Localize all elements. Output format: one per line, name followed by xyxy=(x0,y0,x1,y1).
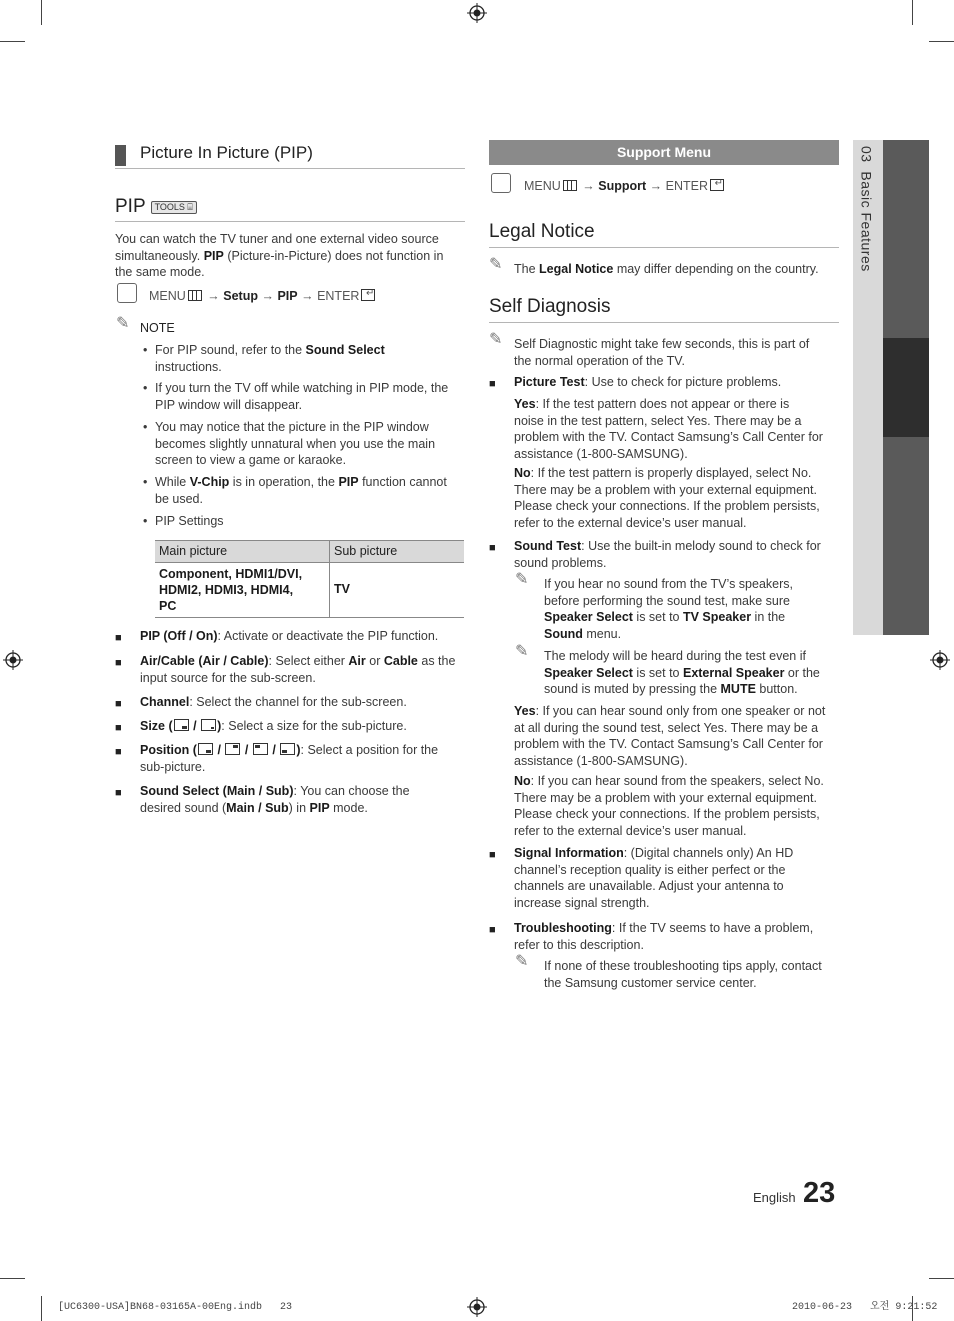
pip-option: Air/Cable (Air / Cable): Select either Air or Cable as the input source for the sub-screen. xyxy=(140,654,456,685)
note-pencil-icon: ✎ xyxy=(489,256,503,273)
pip-option: Size ( / ): Select a size for the sub-picture. xyxy=(140,719,407,733)
chapter-tab-active xyxy=(883,338,929,437)
signal-information-item: Signal Information: (Digital channels only) An HD channel’s reception quality is either perfect or the channels are unavailable. Adjust your antenna to increase signal strength. xyxy=(514,846,794,910)
pip-settings-table xyxy=(155,540,464,618)
note-item: You may notice that the picture in the PIP window becomes slightly unnatural when you use the main screen to view a game or karaoke. xyxy=(155,420,436,467)
crop-mark xyxy=(41,1296,42,1321)
remote-hand-icon xyxy=(491,173,511,193)
picture-test-yes: Yes: If the test pattern does not appear or there is noise in the test pattern, select Yes. There may be a problem with the TV. Contact Samsung’s Call Center for assistance (1-800-SAMSUNG). xyxy=(514,397,823,461)
picture-test-no: No: If the test pattern is properly displayed, select No. There may be a problem with your external equipment. Please check your connections. If the problem persists, refer to the external device’s user manual. xyxy=(514,466,820,530)
menu-grid-icon xyxy=(563,180,577,191)
bullet-dot-icon: • xyxy=(143,475,148,489)
note-pencil-icon: ✎ xyxy=(515,643,529,660)
bullet-square-icon: ■ xyxy=(489,849,496,861)
pip-option: Sound Select (Main / Sub): You can choose the desired sound (Main / Sub) in PIP mode. xyxy=(140,784,410,815)
remote-hand-icon xyxy=(117,283,137,303)
print-file-info: [UC6300-USA]BN68-03165A-00Eng.indb 23 xyxy=(58,1302,293,1313)
bullet-dot-icon: • xyxy=(143,343,148,357)
enter-icon xyxy=(710,179,724,191)
enter-icon xyxy=(361,289,375,301)
sound-test-yes: Yes: If you can hear sound only from one speaker or not at all during the sound test, select Yes. There may be a problem with the TV. Contact Samsung’s Call Center for assistance (1-800-SAMSUNG). xyxy=(514,704,826,768)
bullet-square-icon: ■ xyxy=(115,746,122,758)
bullet-square-icon: ■ xyxy=(489,378,496,390)
table-row xyxy=(155,562,464,617)
legal-notice-heading: Legal Notice xyxy=(489,221,595,242)
registration-mark-icon xyxy=(467,1297,487,1317)
divider xyxy=(489,247,839,248)
registration-mark-icon xyxy=(467,3,487,23)
bullet-square-icon: ■ xyxy=(115,722,122,734)
sound-test-note: If you hear no sound from the TV’s speakers, before performing the sound test, make sure Speaker Select is set to TV Speaker in the Sound menu. xyxy=(544,577,793,641)
pip-option: PIP (Off / On): Activate or deactivate the PIP function. xyxy=(140,629,439,643)
pip-menu-path: MENU → Setup → PIP → ENTER↵ xyxy=(149,288,375,305)
size-small-icon xyxy=(201,719,216,731)
note-label: NOTE xyxy=(140,321,175,335)
table-header: Sub picture xyxy=(334,544,398,558)
position-top-left-icon xyxy=(253,743,268,755)
support-menu-path: MENU → Support → ENTER↵ xyxy=(524,178,724,195)
section-title: Picture In Picture (PIP) xyxy=(140,143,313,162)
bullet-square-icon: ■ xyxy=(115,632,122,644)
table-cell: TV xyxy=(334,582,350,597)
page-number: 23 xyxy=(803,1177,836,1209)
pip-option: Position ( / / / ): Select a position for the sub-picture. xyxy=(140,743,439,774)
note-item: PIP Settings xyxy=(155,514,224,528)
legal-notice-text: The Legal Notice may differ depending on the country. xyxy=(514,262,819,276)
print-timestamp: 2010-06-23 오전 9:21:52 xyxy=(792,1302,938,1313)
bullet-square-icon: ■ xyxy=(115,787,122,799)
troubleshooting-item: Troubleshooting: If the TV seems to have a problem, refer to this description. xyxy=(514,921,814,952)
self-diagnosis-note: Self Diagnostic might take few seconds, this is part of the normal operation of the TV. xyxy=(514,337,810,368)
bullet-dot-icon: • xyxy=(143,420,148,434)
divider xyxy=(115,221,465,222)
table-header: Main picture xyxy=(155,541,330,563)
bullet-dot-icon: • xyxy=(143,514,148,528)
chapter-tab-block xyxy=(883,140,929,338)
bullet-square-icon: ■ xyxy=(115,698,122,710)
note-item: If you turn the TV off while watching in PIP mode, the PIP window will disappear. xyxy=(155,381,449,412)
crop-mark xyxy=(0,41,25,42)
position-top-right-icon xyxy=(225,743,240,755)
crop-mark xyxy=(912,0,913,25)
picture-test-item: Picture Test: Use to check for picture problems. xyxy=(514,375,782,389)
self-diagnosis-heading: Self Diagnosis xyxy=(489,296,611,317)
registration-mark-icon xyxy=(3,650,23,670)
bullet-dot-icon: • xyxy=(143,381,148,395)
table-cell: Component, HDMI1/DVI, HDMI2, HDMI3, HDMI4, PC xyxy=(155,562,330,617)
sound-test-note: The melody will be heard during the test even if Speaker Select is set to External Speaker or the sound is muted by pressing the MUTE button. xyxy=(544,649,820,696)
sound-test-no: No: If you can hear sound from the speakers, select No. There may be a problem with your external equipment. Please check your connections. If the problem persists, refer to the external device’s user manual. xyxy=(514,774,824,838)
note-pencil-icon: ✎ xyxy=(515,953,529,970)
support-menu-bar: Support Menu xyxy=(489,140,839,165)
note-item: For PIP sound, refer to the Sound Select instructions. xyxy=(155,343,385,374)
menu-grid-icon xyxy=(188,290,202,301)
divider xyxy=(115,168,465,169)
bullet-square-icon: ■ xyxy=(115,657,122,669)
divider xyxy=(489,322,839,323)
crop-mark xyxy=(0,1278,25,1279)
note-pencil-icon: ✎ xyxy=(515,571,529,588)
tools-badge: TOOLS ⌸ xyxy=(151,201,197,214)
sound-test-item: Sound Test: Use the built-in melody sound to check for sound problems. xyxy=(514,539,821,570)
size-large-icon xyxy=(174,719,189,731)
registration-mark-icon xyxy=(930,650,950,670)
chapter-label: 03 Basic Features xyxy=(858,146,875,272)
footer-language: English xyxy=(753,1190,796,1205)
pip-option: Channel: Select the channel for the sub-screen. xyxy=(140,695,407,709)
note-pencil-icon: ✎ xyxy=(489,331,503,348)
table-header-row xyxy=(155,541,464,563)
section-marker xyxy=(115,145,126,166)
crop-mark xyxy=(929,1278,954,1279)
crop-mark xyxy=(929,41,954,42)
bullet-square-icon: ■ xyxy=(489,542,496,554)
note-pencil-icon: ✎ xyxy=(116,315,130,332)
position-bottom-left-icon xyxy=(280,743,295,755)
chapter-tab-block xyxy=(883,437,929,635)
crop-mark xyxy=(41,0,42,25)
position-bottom-right-icon xyxy=(198,743,213,755)
bullet-square-icon: ■ xyxy=(489,924,496,936)
pip-intro: You can watch the TV tuner and one external video source simultaneously. PIP (Picture-in-Picture) does not function in the same mode. xyxy=(115,232,444,279)
troubleshooting-note: If none of these troubleshooting tips apply, contact the Samsung customer service center. xyxy=(544,959,822,990)
pip-heading: PIP TOOLS ⌸ xyxy=(115,199,197,216)
note-item: While V-Chip is in operation, the PIP function cannot be used. xyxy=(155,475,447,506)
